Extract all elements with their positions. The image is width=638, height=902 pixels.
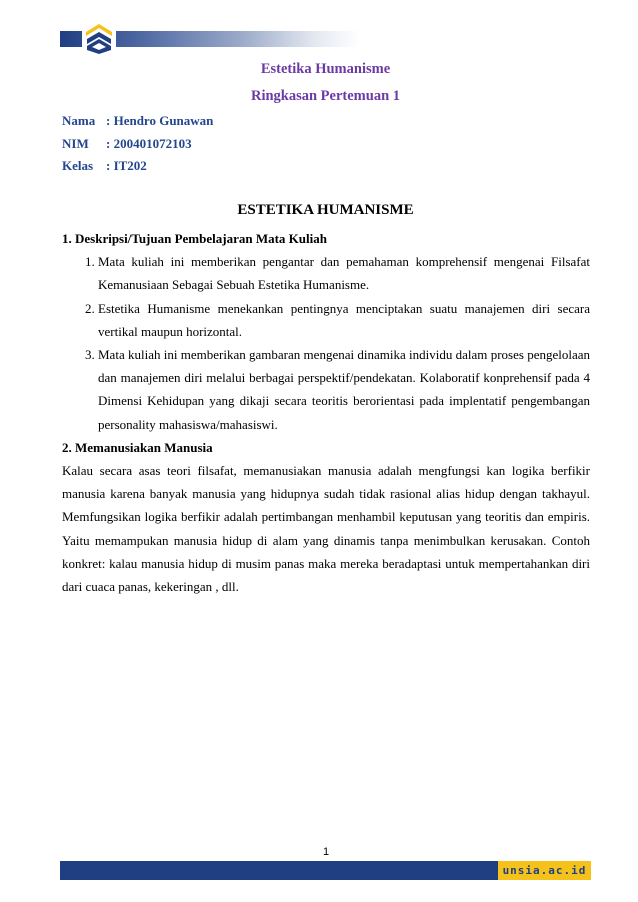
info-value: : IT202 <box>106 158 147 173</box>
page-number: 1 <box>322 846 330 858</box>
document-body <box>62 227 590 598</box>
section-2-paragraph: Kalau secara asas teori filsafat, memanusiakan manusia adalah mengfungsi kan logika berfikir manusia karena banyak manusia yang hidupnya sudah tidak rasional alias hidup dengan takhayul. Memfungsikan logika berfikir adalah pertimbangan menhambil keputusan yang teoritis dan empiris. Yaitu memampukan manusia hidup di alam yang dinamis tanpa menimbulkan kerusakan. Contoh konkret: kalau manusia hidup di musim panas maka mereka beradaptasi untuk mempertahankan diri dari cuaca panas, kekeringan , dll. <box>62 463 590 595</box>
document-subtitle: Ringkasan Pertemuan 1 <box>250 88 401 104</box>
list-item: 3. Mata kuliah ini memberikan gambaran mengenai dinamika individu dalam proses pengelolaan dan manajemen diri melalui berbagai perspektif/pendekatan. Kolaboratif konprehensif pada 4 Dimensi Kehidupan yang dikaji secara teoritis berorientasi pada implentatif pengembangan personality mahasiswa/mahasiswi. <box>98 343 590 436</box>
footer-url: unsia.ac.id <box>498 861 591 880</box>
section-1-heading: 1. Deskripsi/Tujuan Pembelajaran Mata Kuliah <box>62 231 327 246</box>
info-value: : Hendro Gunawan <box>106 113 214 128</box>
info-key: Kelas <box>62 158 94 173</box>
info-row-nama <box>62 113 213 129</box>
unsia-logo-icon <box>82 22 116 56</box>
document-title: Estetika Humanisme <box>260 61 391 77</box>
section-2-heading: 2. Memanusiakan Manusia <box>62 439 213 455</box>
info-row-kelas <box>62 158 147 174</box>
list-item: 1. Mata kuliah ini memberikan pengantar dan pemahaman komprehensif mengenai Filsafat Kemanusiaan Sebagai Sebuah Estetika Humanisme. <box>98 250 590 296</box>
info-key: Nama <box>62 113 96 128</box>
objectives-list <box>62 250 590 436</box>
info-value: : 200401072103 <box>106 136 192 151</box>
info-row-nim <box>62 136 192 152</box>
info-key: NIM <box>62 136 89 151</box>
section-title: ESTETIKA HUMANISME <box>237 202 414 218</box>
list-item: 2. Estetika Humanisme menekankan pentingnya menciptakan suatu manajemen diri secara vertikal maupun horizontal. <box>98 297 590 343</box>
